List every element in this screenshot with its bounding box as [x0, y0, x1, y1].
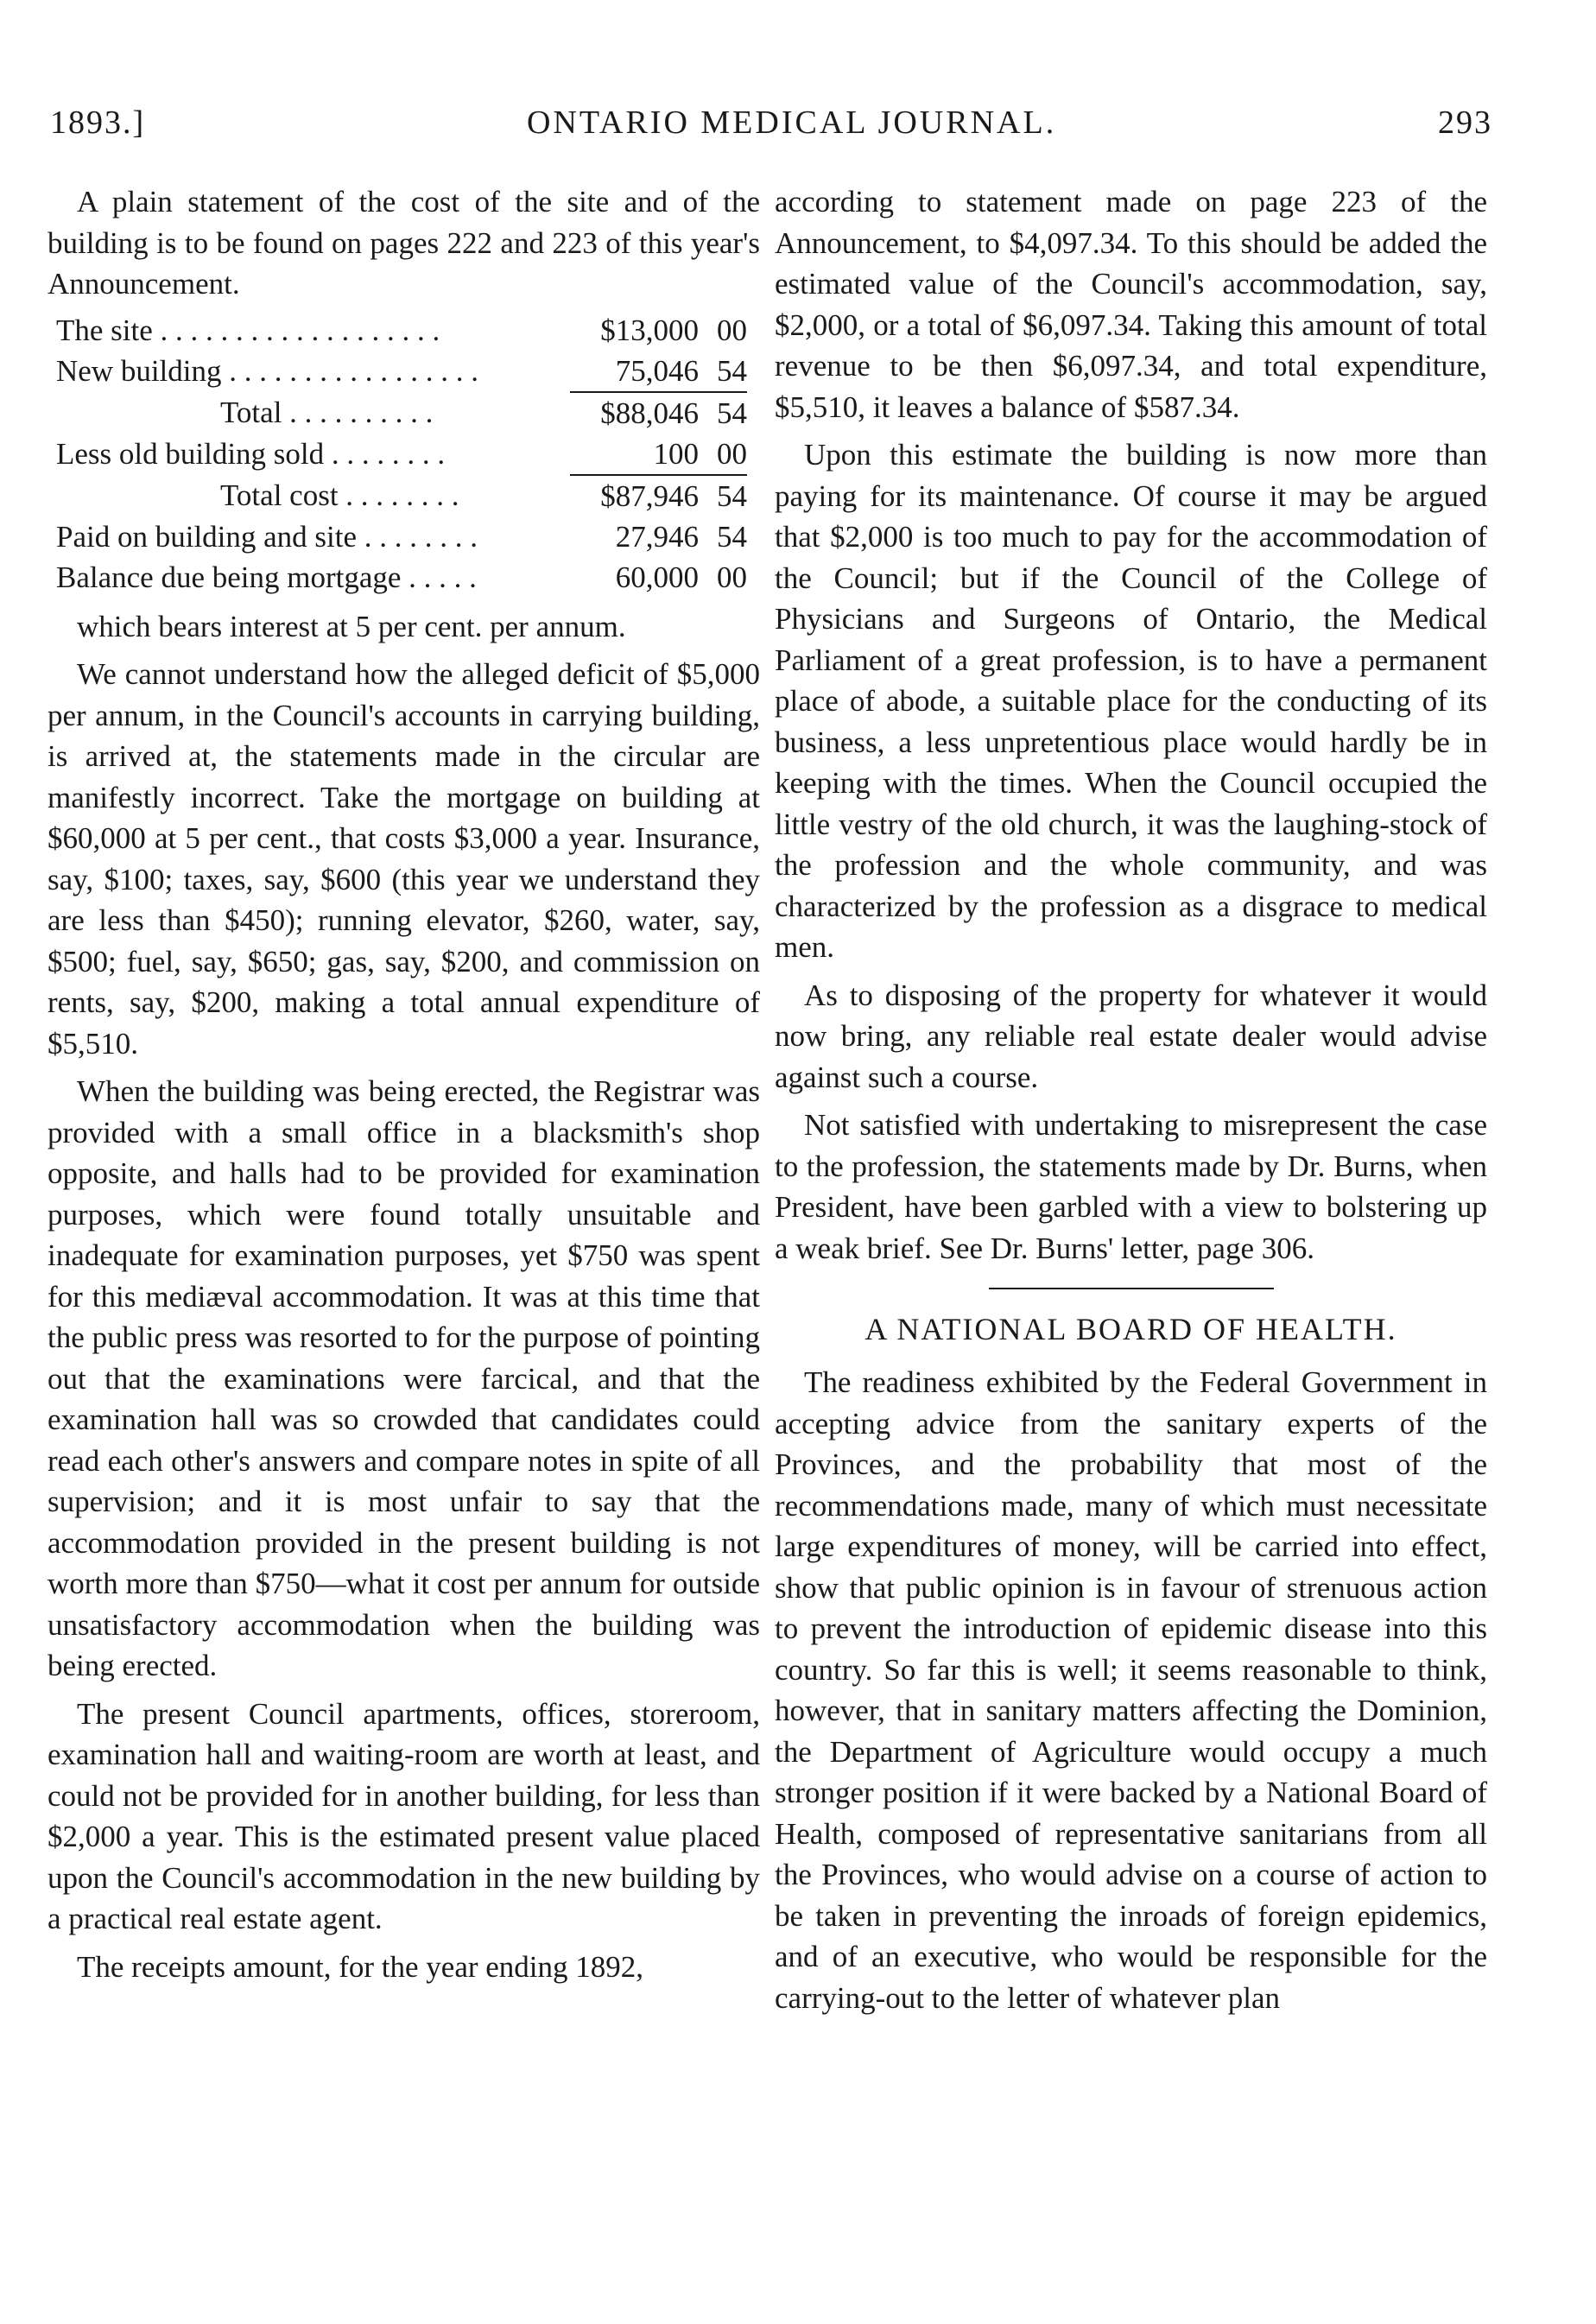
cost-label: Less old building sold . . . . . . . .: [56, 437, 446, 471]
body-paragraph: Upon this estimate the building is now more than paying for its maintenance. Of course it may be argued that $2,000 is too much to pay for the accommodation of the Council; but if the Council of the College of Physicians and Surgeons of Ontario, the Medical Parliament of a great profession, is to have a permanent place of abode, a suitable place for the conducting of its business, a less unpretentious place would hardly be in keeping with the times. When the Council occupied the little vestry of the old church, it was the laughing-stock of the profession and the whole community, and was characterized by the profession as a disgrace to medical men.: [775, 438, 1487, 964]
cost-cents: 54: [699, 392, 747, 434]
cost-label: Total cost . . . . . . . .: [220, 478, 459, 512]
cost-label: The site . . . . . . . . . . . . . . . . . . .: [56, 313, 440, 347]
cost-cents: 54: [717, 353, 747, 388]
body-paragraph: When the building was being erected, the Registrar was provided with a small office in a blacksmith's shop opposite, and halls had to be provided for examination purposes, which were found totally unsuitable and inadequate for examination purposes, yet $750 was spent for this mediæval accommodation. It was at this time that the public press was resorted to for the purpose of pointing out that the examinations were farcical, and that the examination hall was so crowded that candidates could read each other's answers and compare notes in spite of all supervision; and it is most unfair to say that the accommodation provided in the present building is not worth more than $750—what it cost per annum for outside unsatisfactory accommodation when the building was being erected.: [48, 1074, 760, 1682]
body-paragraph: The readiness exhibited by the Federal Government in accepting advice from the sanitary experts of the Provinces, and the probability that most of the recommendations made, many of which must necessitate large expenditures of money, will be carried into effect, show that public opinion is in favour of strenuous action to prevent the introduction of epidemic disease into this country. So far this is well; it seems reasonable to think, however, that in sanitary matters affecting the Dominion, the Department of Agriculture would occupy a much stronger position if it were backed by a National Board of Health, composed of representative sanitarians from all the Provinces, who would advise on a course of action to be taken in preventing the inroads of foreign epidemics, and of an executive, who would be responsible for the carrying-out to the letter of whatever plan: [775, 1365, 1487, 2015]
body-paragraph: The receipts amount, for the year ending 1892,: [77, 1949, 644, 1984]
table-footnote: which bears interest at 5 per cent. per annum.: [77, 609, 626, 643]
body-paragraph: As to disposing of the property for whatever it would now bring, any reliable real estate dealer would advise against such a course.: [775, 978, 1487, 1094]
cost-label: Paid on building and site . . . . . . . .: [56, 519, 478, 554]
cost-cents: 54: [717, 519, 747, 554]
cost-amount: $87,946: [570, 475, 699, 516]
table-row: [56, 557, 747, 598]
cost-label: Balance due being mortgage . . . . .: [56, 560, 477, 594]
cost-amount: $88,046: [570, 392, 699, 434]
body-paragraph: Not satisfied with undertaking to misrepresent the case to the profession, the statements made by Dr. Burns, when President, have been garbled with a view to bolstering up a weak brief. See Dr. Burns' letter, page 306.: [775, 1108, 1487, 1265]
table-row: [56, 351, 747, 392]
left-column: [48, 181, 760, 1987]
body-paragraph: The present Council apartments, offices, storeroom, examination hall and waiting-room are worth at least, and could not be provided for in another building, for less than $2,000 a year. This is the estimated present value placed upon the Council's accommodation in the new building by a practical real estate agent.: [48, 1696, 760, 1935]
table-row: [56, 434, 747, 475]
body-paragraph: according to statement made on page 223 of the Announcement, to $4,097.34. To this should be added the estimated value of the Council's accommodation, say, $2,000, or a total of $6,097.34. Taking this amount of total revenue to be then $6,097.34, and total expenditure, $5,510, it leaves a balance of $587.34.: [775, 185, 1487, 424]
cost-label: New building . . . . . . . . . . . . . . . . .: [56, 354, 479, 388]
cost-cents: 00: [717, 560, 747, 594]
cost-amount: 60,000: [615, 560, 699, 594]
table-row: [56, 516, 747, 557]
intro-paragraph: A plain statement of the cost of the site and of the building is to be found on pages 222 and 223 of this year's Announcement.: [48, 185, 760, 301]
table-row: [56, 392, 747, 434]
running-header: [50, 104, 1492, 155]
table-row: [56, 310, 747, 351]
table-row: [56, 475, 747, 516]
body-paragraph: We cannot understand how the alleged deficit of $5,000 per annum, in the Council's accounts in carrying building, is arrived at, the statements made in the circular are manifestly incorrect. Take the mortgage on building at $60,000 at 5 per cent., that costs $3,000 a year. Insurance, say, $100; taxes, say, $600 (this year we understand they are less than $450); running elevator, $260, water, say, $500; fuel, say, $650; gas, say, $200, and commission on rents, say, $200, making a total annual expenditure of $5,510.: [48, 657, 760, 1061]
cost-table: [56, 310, 747, 598]
right-column: [775, 181, 1487, 2018]
cost-cents: 00: [717, 313, 747, 347]
header-date: 1893.]: [50, 104, 146, 141]
cost-amount: 75,046: [615, 353, 699, 388]
cost-amount: $13,000: [600, 313, 699, 347]
journal-title: ONTARIO MEDICAL JOURNAL.: [526, 104, 1057, 141]
section-divider: [989, 1288, 1274, 1289]
page-number: 293: [1438, 104, 1492, 141]
cost-cents: 54: [699, 475, 747, 516]
cost-amount: 100: [653, 436, 699, 471]
cost-cents: 00: [717, 436, 747, 471]
cost-amount: 27,946: [615, 519, 699, 554]
section-title: A NATIONAL BOARD OF HEALTH.: [864, 1312, 1397, 1346]
cost-label: Total . . . . . . . . . .: [220, 396, 434, 429]
